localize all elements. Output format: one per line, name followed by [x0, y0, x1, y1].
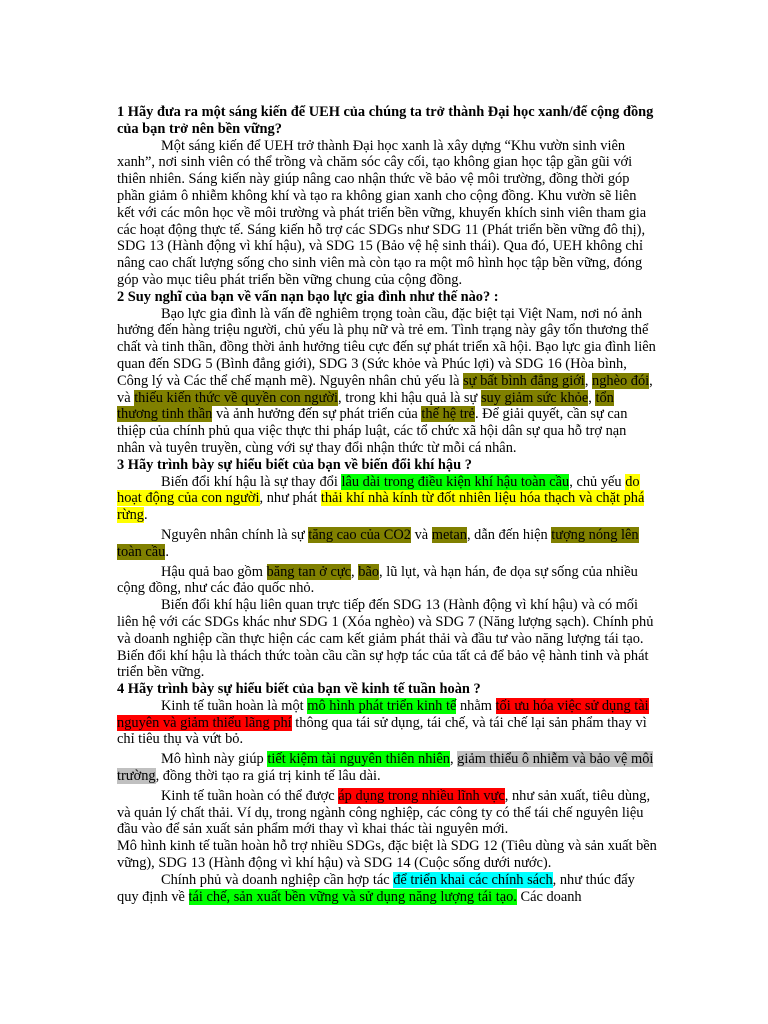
text-run: và ảnh hưởng đến sự phát triển của [212, 406, 422, 423]
question-4-paragraph-5 [117, 872, 657, 906]
text-run: nhằm [456, 697, 496, 714]
question-4-paragraph-3 [117, 788, 657, 838]
text-run: Chính phủ và doanh nghiệp cần hợp tác [161, 871, 394, 888]
highlight-yellow: thải khí nhà kính từ đốt nhiên liệu hóa thạch và chặt phá rừng [117, 490, 645, 524]
highlight-green: lâu dài trong điều kiện khí hậu toàn cầu [341, 473, 570, 490]
highlight-green: tái chế, sản xuất bền vững và sử dụng năng lượng tái tạo. [188, 888, 517, 905]
highlight-olive: băng tan ở cực [266, 563, 352, 580]
text-run: Kinh tế tuần hoàn là một [161, 697, 308, 714]
text-run: Nguyên nhân chính là sự [161, 526, 309, 543]
text-run: , lũ lụt, và hạn hán, đe dọa sự sống của nhiều cộng đồng, như các đảo quốc nhỏ. [117, 563, 638, 597]
highlight-olive: tổn thương tinh thần [117, 389, 614, 423]
text-run: Mô hình này giúp [161, 751, 268, 768]
question-3-heading: 3 Hãy trình bày sự hiểu biết của bạn về biến đổi khí hậu ? [117, 456, 472, 473]
question-1-heading: 1 Hãy đưa ra một sáng kiến để UEH của chúng ta trở thành Đại học xanh/để cộng đồng của bạn trở nên bền vững? [117, 104, 654, 137]
text-run: . [143, 507, 148, 524]
text-run: , [449, 751, 458, 768]
highlight-olive: metan [431, 526, 467, 543]
text-run: , như phát [259, 490, 321, 507]
text-run: Các doanh [516, 888, 582, 905]
question-4-paragraph-1 [117, 698, 657, 748]
highlight-red: tối ưu hóa việc sử dụng tài nguyên và giảm thiểu lãng phí [117, 697, 649, 731]
text-run: thông qua tái sử dụng, tái chế, và tái chế lại sản phẩm thay vì chỉ tiêu thụ và vứt bỏ. [117, 714, 647, 748]
highlight-olive: thiếu kiến thức về quyền con người [134, 389, 339, 406]
text-run: , [588, 389, 596, 406]
text-run: , trong khi hậu quả là sự [338, 389, 481, 406]
highlight-gray: giảm thiểu ô nhiễm và bảo vệ môi trường [117, 751, 654, 785]
highlight-olive: tượng nóng lên toàn cầu [117, 526, 639, 560]
text-run: , như thúc đẩy quy định về [117, 871, 635, 905]
text-run: , và [117, 372, 653, 406]
highlight-olive: thế hệ trẻ [421, 406, 475, 423]
question-4-heading: 4 Hãy trình bày sự hiểu biết của bạn về kinh tế tuần hoàn ? [117, 681, 481, 698]
question-4-paragraph-4: Mô hình kinh tế tuần hoàn hỗ trợ nhiều SDGs, đặc biệt là SDG 12 (Tiêu dùng và sản xuất bền vững), SDG 13 (Hành động vì khí hậu) và SDG 14 (Cuộc sống dưới nước). [117, 838, 657, 872]
question-3-paragraph-2 [117, 527, 657, 561]
text-run: , dẫn đến hiện [466, 526, 552, 543]
question-3-paragraph-1 [117, 474, 657, 524]
highlight-olive: sự bất bình đẳng giới [463, 372, 585, 389]
text-run: Kinh tế tuần hoàn có thể được [161, 787, 339, 804]
document-page [117, 104, 657, 905]
text-run: Biến đổi khí hậu là sự thay đổi [161, 473, 342, 490]
text-run: , như sản xuất, tiêu dùng, và quản lý chất thải. Ví dụ, trong ngành công nghiệp, các công ty có thể tái chế nguyên liệu đầu vào để sản xuất sản phẩm mới thay vì khai thác tài nguyên mới. [117, 787, 651, 838]
highlight-yellow: do hoạt động của con người [117, 473, 640, 507]
text-run: , chủ yếu [569, 473, 626, 490]
highlight-cyan: để triển khai các chính sách [393, 871, 553, 888]
text-run: Bạo lực gia đình là vấn đề nghiêm trọng toàn cầu, đặc biệt tại Việt Nam, nơi nó ảnh hưởng đến hàng triệu người, chủ yếu là phụ nữ và trẻ em. Tình trạng này gây tổn thương thể chất và tinh thần, đồng thời ảnh hưởng tiêu cực đến sự phát triển xã hội. Bạo lực gia đình liên quan đến SDG 5 (Bình đẳng giới), SDG 3 (Sức khỏe và Phúc lợi) và SDG 16 (Hòa bình, Công lý và Các thể chế mạnh mẽ). Nguyên nhân chủ yếu là [117, 305, 656, 389]
text-run: Hậu quả bao gồm [161, 563, 267, 580]
highlight-olive: bão [358, 563, 380, 580]
text-run: , [351, 563, 359, 580]
highlight-green: tiết kiệm tài nguyên thiên nhiên [267, 751, 450, 768]
question-2-heading: 2 Suy nghĩ của bạn về vấn nạn bạo lực gia đình như thế nào? : [117, 288, 499, 305]
text-run: . Để giải quyết, cần sự can thiệp của chính phủ qua việc thực thi pháp luật, các tổ chức xã hội dân sự qua hỗ trợ nạn nhân và tuyên truyền, cùng với sự thay đổi nhận thức từ mỗi cá nhân. [117, 406, 628, 456]
question-3-paragraph-3 [117, 564, 657, 598]
text-run: , [584, 372, 593, 389]
question-1-answer: Một sáng kiến để UEH trở thành Đại học xanh là xây dựng “Khu vườn sinh viên xanh”, nơi sinh viên có thể trồng và chăm sóc cây cối, tạo không gian học tập gần gũi với thiên nhiên. Sáng kiến này giúp nâng cao nhận thức về bảo vệ môi trường, đồng thời góp phần giảm ô nhiễm không khí và tạo ra không gian xanh cho cộng đồng. Khu vườn sẽ liên kết với các môn học về môi trường và phát triển bền vững, khuyến khích sinh viên tham gia các hoạt động thực tế. Sáng kiến hỗ trợ các SDGs như SDG 11 (Phát triển bền vững đô thị), SDG 13 (Hành động vì khí hậu), và SDG 15 (Bảo vệ hệ sinh thái). Qua đó, UEH không chỉ nâng cao chất lượng sống cho sinh viên mà còn tạo ra một mô hình học tập bền vững, đóng góp vào mục tiêu phát triển bền vững chung của cộng đồng. [117, 137, 647, 288]
highlight-red: áp dụng trong nhiều lĩnh vực [338, 787, 505, 804]
text-run: , đồng thời tạo ra giá trị kinh tế lâu dài. [155, 768, 381, 785]
highlight-olive: tăng cao của CO2 [308, 526, 411, 543]
question-4-paragraph-2 [117, 751, 657, 785]
text-run: . [165, 543, 169, 560]
text-run: và [410, 526, 432, 543]
highlight-olive: suy giảm sức khỏe [480, 389, 589, 406]
highlight-green: mô hình phát triển kinh tế [307, 697, 457, 714]
question-3-paragraph-4: Biến đổi khí hậu liên quan trực tiếp đến SDG 13 (Hành động vì khí hậu) và có mối liên hệ với các SDGs khác như SDG 1 (Xóa nghèo) và SDG 7 (Năng lượng sạch). Chính phủ và doanh nghiệp cần thực hiện các cam kết giảm phát thải và đầu tư vào năng lượng tái tạo. Biến đổi khí hậu là thách thức toàn cầu cần sự hợp tác của tất cả để bảo vệ hành tinh và phát triển bền vững. [117, 597, 654, 681]
highlight-olive: nghèo đói [592, 372, 650, 389]
question-2-answer [117, 306, 657, 457]
